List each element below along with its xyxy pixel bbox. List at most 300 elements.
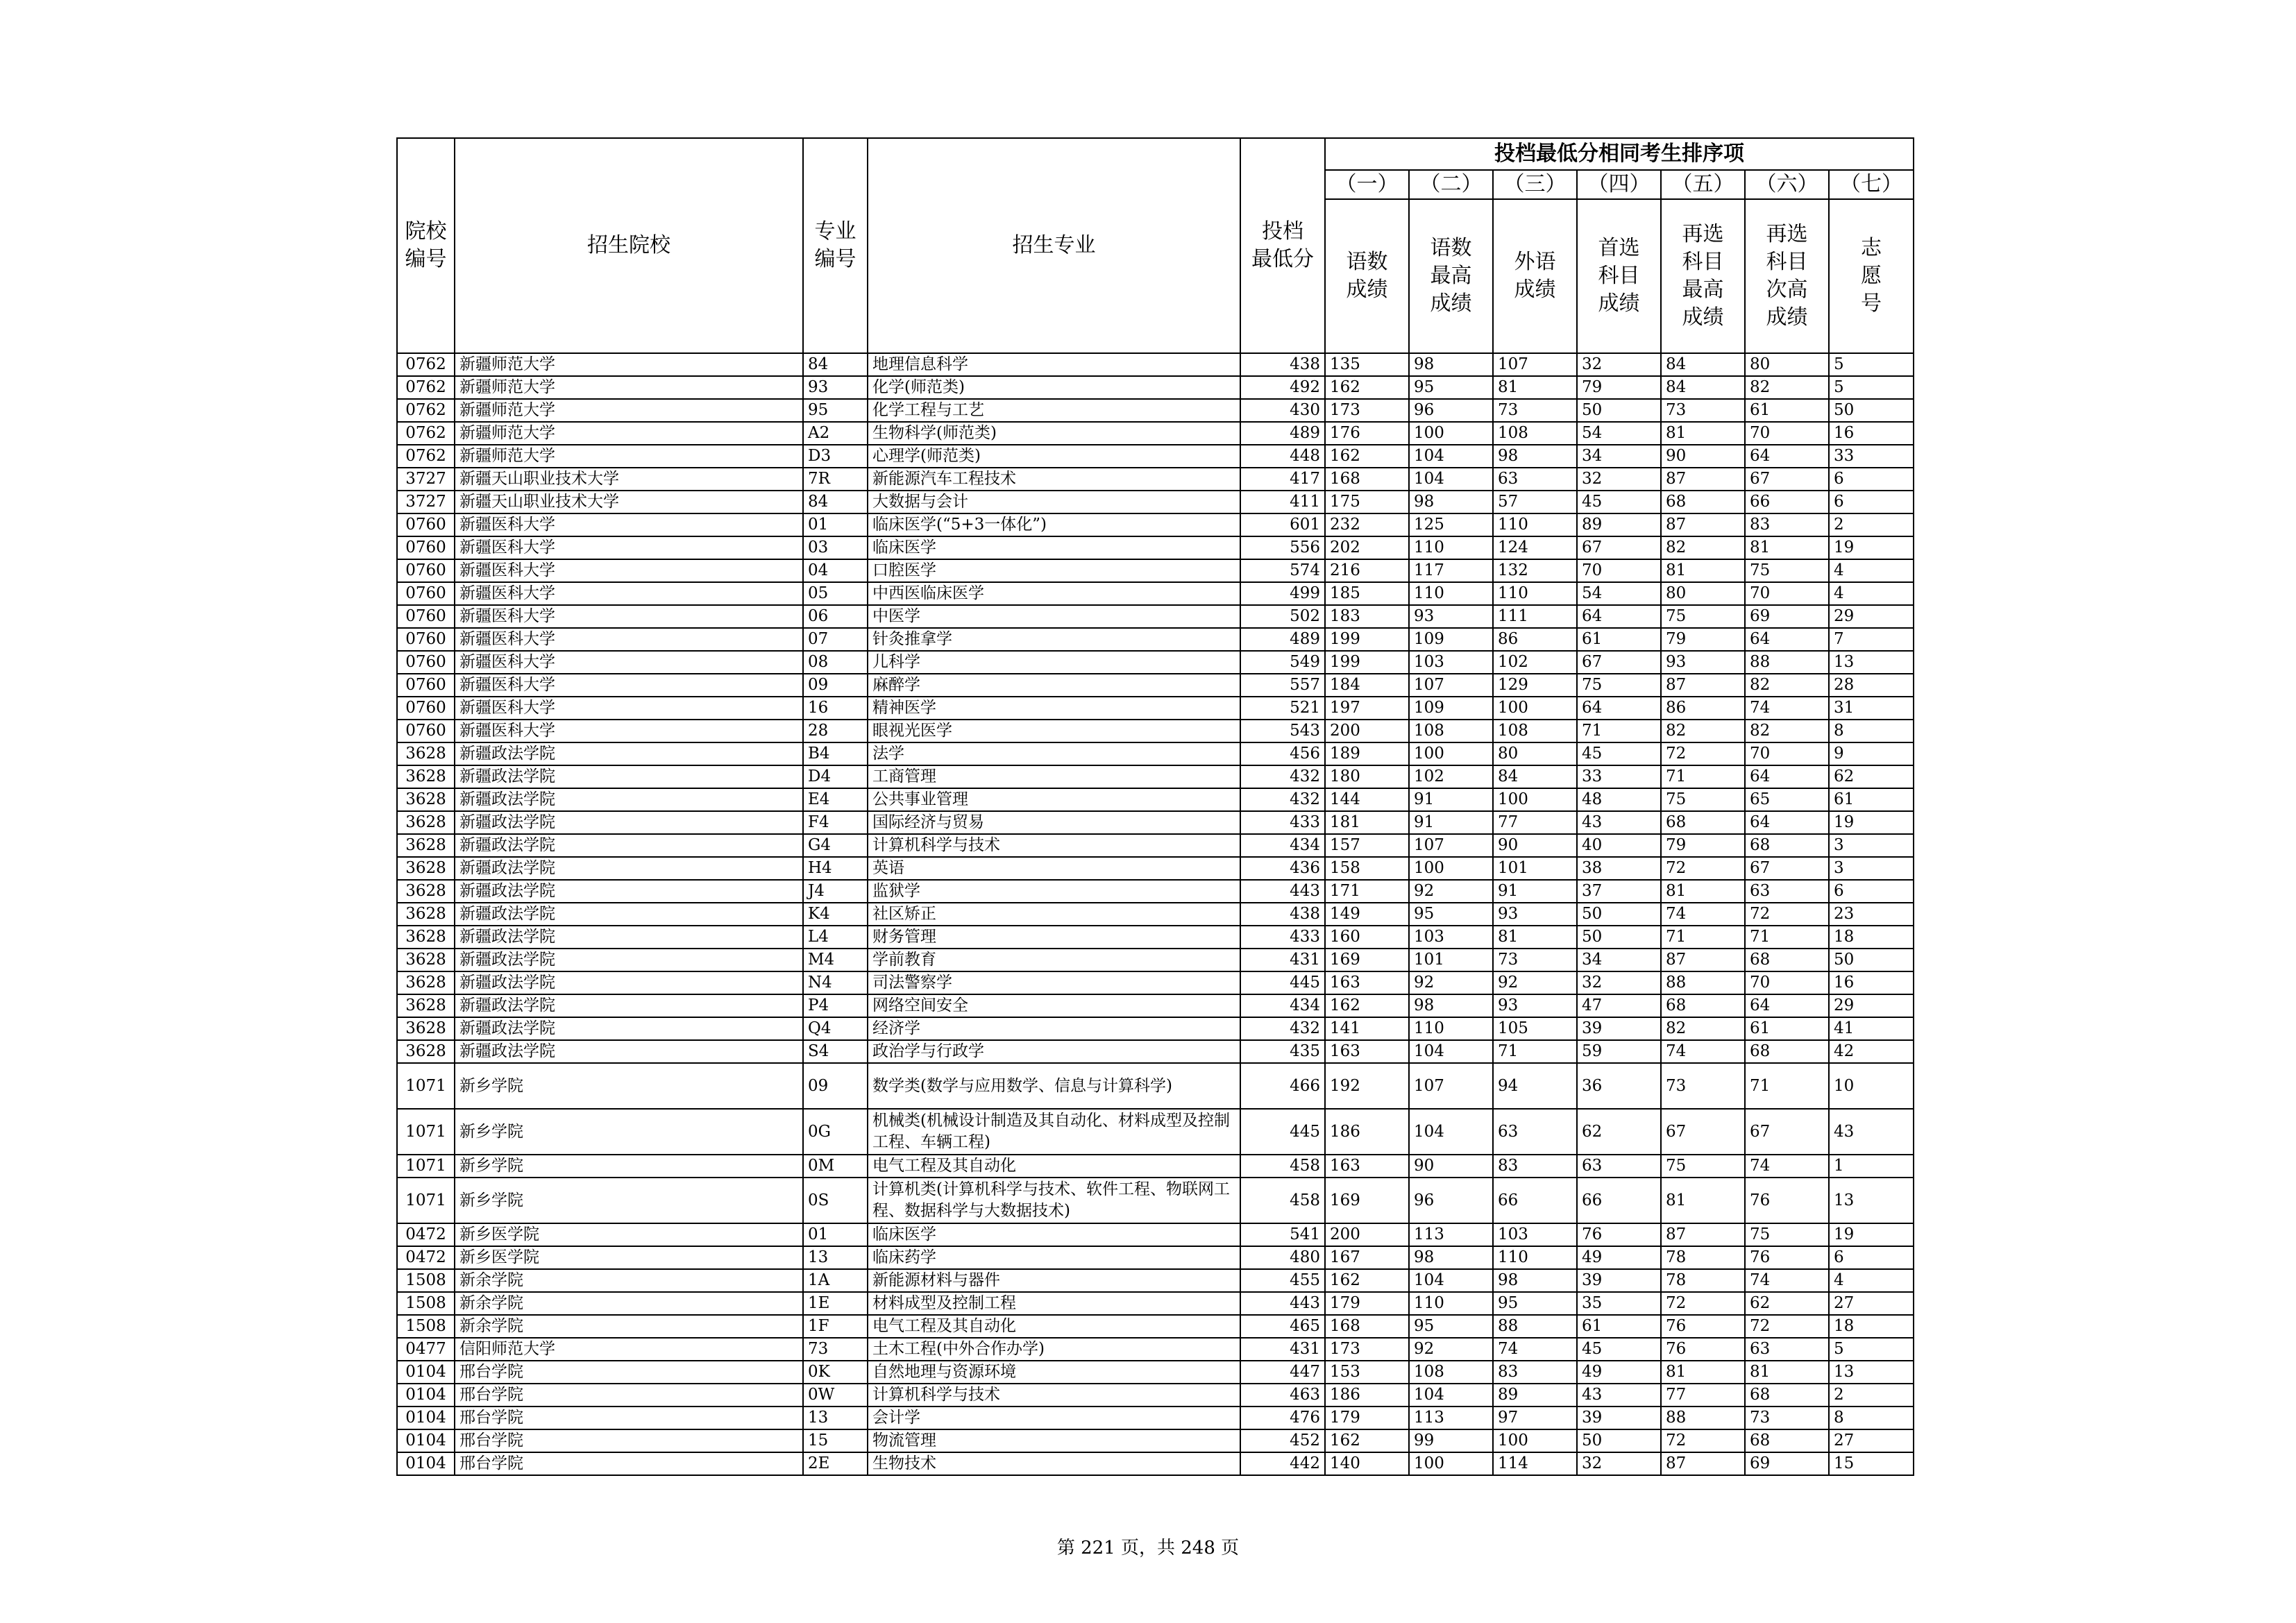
cell-min-score: 601 — [1240, 513, 1325, 536]
cell-major-name: 计算机类(计算机科学与技术、软件工程、物联网工程、数据科学与大数据技术) — [868, 1178, 1240, 1223]
cell-major-name: 政治学与行政学 — [868, 1040, 1240, 1063]
cell-school-code: 3727 — [397, 468, 455, 491]
cell-school-code: 0760 — [397, 582, 455, 605]
cell-foreign-language-score: 95 — [1493, 1292, 1577, 1315]
header-order-2: （二） — [1409, 170, 1493, 199]
cell-elective-highest: 71 — [1661, 926, 1745, 949]
cell-preference-number: 13 — [1829, 1178, 1914, 1223]
cell-major-name: 临床医学(“5+3一体化”) — [868, 513, 1240, 536]
cell-school-name: 邢台学院 — [455, 1452, 803, 1475]
cell-elective-second: 61 — [1745, 1017, 1829, 1040]
cell-school-code: 3727 — [397, 491, 455, 513]
cell-preference-number: 29 — [1829, 994, 1914, 1017]
cell-first-subject-score: 39 — [1577, 1269, 1661, 1292]
cell-chinese-math-score: 232 — [1325, 513, 1409, 536]
cell-first-subject-score: 32 — [1577, 1452, 1661, 1475]
cell-major-code: H4 — [803, 857, 868, 880]
cell-chinese-math-score: 184 — [1325, 674, 1409, 697]
cell-min-score: 442 — [1240, 1452, 1325, 1475]
cell-min-score: 448 — [1240, 445, 1325, 468]
cell-school-name: 新疆天山职业技术大学 — [455, 491, 803, 513]
cell-preference-number: 16 — [1829, 971, 1914, 994]
cell-foreign-language-score: 89 — [1493, 1384, 1577, 1407]
table-row — [397, 857, 1914, 880]
cell-school-code: 0104 — [397, 1407, 455, 1429]
cell-foreign-language-score: 108 — [1493, 422, 1577, 445]
cell-major-name: 地理信息科学 — [868, 353, 1240, 376]
cell-chinese-math-max: 95 — [1409, 376, 1493, 399]
cell-chinese-math-score: 179 — [1325, 1407, 1409, 1429]
cell-chinese-math-score: 162 — [1325, 376, 1409, 399]
cell-elective-highest: 74 — [1661, 903, 1745, 926]
cell-elective-highest: 84 — [1661, 353, 1745, 376]
cell-min-score: 431 — [1240, 1338, 1325, 1361]
cell-min-score: 433 — [1240, 926, 1325, 949]
cell-major-code: 7R — [803, 468, 868, 491]
cell-school-code: 1071 — [397, 1109, 455, 1155]
cell-chinese-math-score: 200 — [1325, 720, 1409, 742]
cell-preference-number: 28 — [1829, 674, 1914, 697]
cell-foreign-language-score: 88 — [1493, 1315, 1577, 1338]
cell-elective-second: 81 — [1745, 1361, 1829, 1384]
cell-chinese-math-max: 104 — [1409, 1384, 1493, 1407]
cell-major-code: 13 — [803, 1407, 868, 1429]
cell-major-name: 物流管理 — [868, 1429, 1240, 1452]
cell-school-code: 0104 — [397, 1452, 455, 1475]
cell-foreign-language-score: 66 — [1493, 1178, 1577, 1223]
cell-major-name: 财务管理 — [868, 926, 1240, 949]
cell-elective-highest: 72 — [1661, 1429, 1745, 1452]
table-row — [397, 559, 1914, 582]
cell-elective-second: 68 — [1745, 1384, 1829, 1407]
cell-first-subject-score: 75 — [1577, 674, 1661, 697]
cell-first-subject-score: 38 — [1577, 857, 1661, 880]
cell-elective-second: 64 — [1745, 628, 1829, 651]
cell-chinese-math-score: 183 — [1325, 605, 1409, 628]
cell-major-code: E4 — [803, 788, 868, 811]
cell-first-subject-score: 33 — [1577, 765, 1661, 788]
cell-preference-number: 5 — [1829, 353, 1914, 376]
cell-elective-highest: 82 — [1661, 720, 1745, 742]
cell-school-code: 1508 — [397, 1315, 455, 1338]
table-row — [397, 1384, 1914, 1407]
cell-min-score: 456 — [1240, 742, 1325, 765]
header-order-5: （五） — [1661, 170, 1745, 199]
cell-foreign-language-score: 102 — [1493, 651, 1577, 674]
cell-school-code: 0762 — [397, 376, 455, 399]
cell-elective-second: 70 — [1745, 422, 1829, 445]
cell-chinese-math-score: 176 — [1325, 422, 1409, 445]
header-major-name: 招生专业 — [868, 138, 1240, 353]
cell-major-code: S4 — [803, 1040, 868, 1063]
cell-foreign-language-score: 97 — [1493, 1407, 1577, 1429]
cell-foreign-language-score: 83 — [1493, 1361, 1577, 1384]
cell-major-name: 临床医学 — [868, 536, 1240, 559]
cell-first-subject-score: 70 — [1577, 559, 1661, 582]
cell-elective-highest: 68 — [1661, 811, 1745, 834]
cell-elective-second: 82 — [1745, 376, 1829, 399]
cell-major-code: 93 — [803, 376, 868, 399]
cell-chinese-math-max: 110 — [1409, 1292, 1493, 1315]
table-row — [397, 1315, 1914, 1338]
cell-school-code: 0760 — [397, 559, 455, 582]
cell-school-code: 1071 — [397, 1063, 455, 1109]
cell-major-name: 法学 — [868, 742, 1240, 765]
cell-school-name: 新疆政法学院 — [455, 765, 803, 788]
cell-major-code: B4 — [803, 742, 868, 765]
cell-major-name: 眼视光医学 — [868, 720, 1240, 742]
cell-chinese-math-score: 185 — [1325, 582, 1409, 605]
cell-elective-highest: 81 — [1661, 880, 1745, 903]
cell-chinese-math-max: 95 — [1409, 903, 1493, 926]
cell-first-subject-score: 71 — [1577, 720, 1661, 742]
cell-chinese-math-score: 169 — [1325, 949, 1409, 971]
cell-chinese-math-score: 192 — [1325, 1063, 1409, 1109]
table-row — [397, 697, 1914, 720]
cell-elective-highest: 93 — [1661, 651, 1745, 674]
cell-chinese-math-score: 167 — [1325, 1246, 1409, 1269]
cell-foreign-language-score: 111 — [1493, 605, 1577, 628]
cell-chinese-math-score: 162 — [1325, 445, 1409, 468]
cell-major-name: 麻醉学 — [868, 674, 1240, 697]
cell-school-code: 0104 — [397, 1429, 455, 1452]
table-row — [397, 788, 1914, 811]
cell-foreign-language-score: 71 — [1493, 1040, 1577, 1063]
page-footer: 第 221 页，共 248 页 — [1056, 1538, 1240, 1558]
cell-first-subject-score: 54 — [1577, 582, 1661, 605]
cell-chinese-math-max: 100 — [1409, 857, 1493, 880]
table-row — [397, 1223, 1914, 1246]
cell-preference-number: 18 — [1829, 926, 1914, 949]
cell-foreign-language-score: 124 — [1493, 536, 1577, 559]
cell-elective-highest: 87 — [1661, 674, 1745, 697]
cell-major-code: N4 — [803, 971, 868, 994]
table-row — [397, 1063, 1914, 1109]
cell-elective-highest: 75 — [1661, 1155, 1745, 1178]
cell-first-subject-score: 61 — [1577, 628, 1661, 651]
cell-school-name: 新余学院 — [455, 1269, 803, 1292]
cell-school-code: 3628 — [397, 857, 455, 880]
cell-min-score: 434 — [1240, 994, 1325, 1017]
cell-elective-second: 69 — [1745, 605, 1829, 628]
cell-elective-highest: 67 — [1661, 1109, 1745, 1155]
cell-chinese-math-score: 173 — [1325, 1338, 1409, 1361]
cell-elective-second: 82 — [1745, 720, 1829, 742]
cell-elective-highest: 72 — [1661, 1292, 1745, 1315]
cell-first-subject-score: 63 — [1577, 1155, 1661, 1178]
cell-foreign-language-score: 57 — [1493, 491, 1577, 513]
cell-foreign-language-score: 92 — [1493, 971, 1577, 994]
cell-major-code: 84 — [803, 353, 868, 376]
cell-major-name: 公共事业管理 — [868, 788, 1240, 811]
cell-elective-highest: 87 — [1661, 513, 1745, 536]
cell-foreign-language-score: 93 — [1493, 994, 1577, 1017]
cell-school-name: 新疆政法学院 — [455, 788, 803, 811]
cell-school-name: 新疆政法学院 — [455, 1040, 803, 1063]
cell-elective-highest: 76 — [1661, 1338, 1745, 1361]
cell-major-code: G4 — [803, 834, 868, 857]
cell-major-name: 电气工程及其自动化 — [868, 1155, 1240, 1178]
cell-chinese-math-score: 199 — [1325, 628, 1409, 651]
cell-first-subject-score: 48 — [1577, 788, 1661, 811]
cell-school-code: 0762 — [397, 422, 455, 445]
cell-major-name: 心理学(师范类) — [868, 445, 1240, 468]
table-row — [397, 926, 1914, 949]
cell-elective-second: 72 — [1745, 1315, 1829, 1338]
cell-min-score: 432 — [1240, 788, 1325, 811]
cell-chinese-math-max: 98 — [1409, 491, 1493, 513]
cell-chinese-math-score: 144 — [1325, 788, 1409, 811]
cell-school-code: 0472 — [397, 1246, 455, 1269]
cell-first-subject-score: 49 — [1577, 1246, 1661, 1269]
cell-chinese-math-max: 108 — [1409, 720, 1493, 742]
admission-score-table — [396, 137, 1914, 1476]
cell-elective-highest: 77 — [1661, 1384, 1745, 1407]
cell-chinese-math-max: 91 — [1409, 788, 1493, 811]
cell-elective-highest: 87 — [1661, 949, 1745, 971]
cell-foreign-language-score: 114 — [1493, 1452, 1577, 1475]
cell-min-score: 430 — [1240, 399, 1325, 422]
cell-major-code: D3 — [803, 445, 868, 468]
cell-preference-number: 13 — [1829, 1361, 1914, 1384]
cell-preference-number: 3 — [1829, 857, 1914, 880]
table-row — [397, 720, 1914, 742]
cell-chinese-math-max: 92 — [1409, 1338, 1493, 1361]
cell-elective-highest: 76 — [1661, 1315, 1745, 1338]
cell-school-code: 0104 — [397, 1361, 455, 1384]
cell-elective-highest: 81 — [1661, 559, 1745, 582]
header-tiebreak-group: 投档最低分相同考生排序项 — [1325, 138, 1914, 170]
cell-chinese-math-score: 160 — [1325, 926, 1409, 949]
cell-preference-number: 8 — [1829, 1407, 1914, 1429]
cell-foreign-language-score: 98 — [1493, 445, 1577, 468]
cell-major-code: 01 — [803, 1223, 868, 1246]
cell-first-subject-score: 45 — [1577, 1338, 1661, 1361]
cell-chinese-math-max: 104 — [1409, 1040, 1493, 1063]
cell-chinese-math-score: 181 — [1325, 811, 1409, 834]
cell-min-score: 543 — [1240, 720, 1325, 742]
cell-foreign-language-score: 63 — [1493, 1109, 1577, 1155]
cell-foreign-language-score: 73 — [1493, 949, 1577, 971]
cell-chinese-math-max: 108 — [1409, 1361, 1493, 1384]
cell-elective-second: 80 — [1745, 353, 1829, 376]
cell-school-name: 新疆政法学院 — [455, 880, 803, 903]
cell-min-score: 432 — [1240, 1017, 1325, 1040]
cell-elective-second: 68 — [1745, 1429, 1829, 1452]
cell-major-code: 06 — [803, 605, 868, 628]
table-row — [397, 651, 1914, 674]
cell-chinese-math-max: 90 — [1409, 1155, 1493, 1178]
table-row — [397, 1292, 1914, 1315]
cell-school-name: 新疆政法学院 — [455, 903, 803, 926]
table-row — [397, 422, 1914, 445]
cell-min-score: 443 — [1240, 1292, 1325, 1315]
cell-min-score: 445 — [1240, 971, 1325, 994]
cell-elective-highest: 73 — [1661, 399, 1745, 422]
cell-chinese-math-max: 103 — [1409, 926, 1493, 949]
cell-preference-number: 31 — [1829, 697, 1914, 720]
cell-first-subject-score: 49 — [1577, 1361, 1661, 1384]
cell-min-score: 476 — [1240, 1407, 1325, 1429]
cell-school-name: 新乡学院 — [455, 1109, 803, 1155]
cell-major-name: 土木工程(中外合作办学) — [868, 1338, 1240, 1361]
cell-major-name: 生物科学(师范类) — [868, 422, 1240, 445]
cell-foreign-language-score: 110 — [1493, 1246, 1577, 1269]
cell-major-name: 经济学 — [868, 1017, 1240, 1040]
cell-chinese-math-score: 158 — [1325, 857, 1409, 880]
cell-min-score: 443 — [1240, 880, 1325, 903]
cell-min-score: 445 — [1240, 1109, 1325, 1155]
cell-foreign-language-score: 110 — [1493, 513, 1577, 536]
cell-elective-second: 69 — [1745, 1452, 1829, 1475]
cell-elective-second: 70 — [1745, 971, 1829, 994]
cell-major-code: K4 — [803, 903, 868, 926]
cell-elective-highest: 86 — [1661, 697, 1745, 720]
cell-major-code: D4 — [803, 765, 868, 788]
table-row — [397, 834, 1914, 857]
table-row — [397, 399, 1914, 422]
table-row — [397, 1017, 1914, 1040]
cell-school-name: 新疆医科大学 — [455, 697, 803, 720]
cell-school-name: 新疆医科大学 — [455, 628, 803, 651]
cell-elective-second: 74 — [1745, 1155, 1829, 1178]
cell-min-score: 463 — [1240, 1384, 1325, 1407]
cell-preference-number: 33 — [1829, 445, 1914, 468]
cell-school-code: 3628 — [397, 949, 455, 971]
cell-first-subject-score: 66 — [1577, 1178, 1661, 1223]
cell-chinese-math-max: 98 — [1409, 353, 1493, 376]
cell-foreign-language-score: 73 — [1493, 399, 1577, 422]
cell-foreign-language-score: 108 — [1493, 720, 1577, 742]
cell-chinese-math-score: 180 — [1325, 765, 1409, 788]
cell-foreign-language-score: 74 — [1493, 1338, 1577, 1361]
cell-elective-highest: 82 — [1661, 536, 1745, 559]
header-first-subject-score: 首选 科目 成绩 — [1577, 199, 1661, 353]
cell-major-code: 15 — [803, 1429, 868, 1452]
table-row — [397, 536, 1914, 559]
cell-elective-second: 64 — [1745, 445, 1829, 468]
cell-min-score: 455 — [1240, 1269, 1325, 1292]
cell-elective-highest: 90 — [1661, 445, 1745, 468]
cell-min-score: 433 — [1240, 811, 1325, 834]
header-order-7: （七） — [1829, 170, 1914, 199]
cell-major-name: 计算机科学与技术 — [868, 834, 1240, 857]
cell-chinese-math-max: 110 — [1409, 536, 1493, 559]
cell-school-code: 0760 — [397, 697, 455, 720]
cell-chinese-math-max: 92 — [1409, 880, 1493, 903]
cell-min-score: 447 — [1240, 1361, 1325, 1384]
cell-school-code: 1508 — [397, 1269, 455, 1292]
cell-school-name: 邢台学院 — [455, 1407, 803, 1429]
cell-chinese-math-max: 91 — [1409, 811, 1493, 834]
cell-school-code: 0760 — [397, 651, 455, 674]
cell-elective-highest: 87 — [1661, 468, 1745, 491]
header-order-1: （一） — [1325, 170, 1409, 199]
cell-preference-number: 3 — [1829, 834, 1914, 857]
cell-chinese-math-max: 104 — [1409, 445, 1493, 468]
cell-major-code: F4 — [803, 811, 868, 834]
cell-preference-number: 10 — [1829, 1063, 1914, 1109]
cell-chinese-math-max: 103 — [1409, 651, 1493, 674]
cell-elective-second: 68 — [1745, 949, 1829, 971]
cell-chinese-math-score: 175 — [1325, 491, 1409, 513]
cell-school-code: 0760 — [397, 513, 455, 536]
cell-elective-second: 76 — [1745, 1178, 1829, 1223]
cell-chinese-math-max: 109 — [1409, 628, 1493, 651]
cell-min-score: 432 — [1240, 765, 1325, 788]
cell-school-name: 新疆师范大学 — [455, 445, 803, 468]
cell-foreign-language-score: 86 — [1493, 628, 1577, 651]
cell-major-name: 自然地理与资源环境 — [868, 1361, 1240, 1384]
table-row — [397, 765, 1914, 788]
cell-chinese-math-max: 113 — [1409, 1407, 1493, 1429]
cell-preference-number: 2 — [1829, 1384, 1914, 1407]
cell-school-name: 新疆天山职业技术大学 — [455, 468, 803, 491]
cell-school-name: 新疆师范大学 — [455, 376, 803, 399]
cell-chinese-math-score: 162 — [1325, 1269, 1409, 1292]
cell-major-code: M4 — [803, 949, 868, 971]
cell-elective-second: 70 — [1745, 582, 1829, 605]
cell-foreign-language-score: 105 — [1493, 1017, 1577, 1040]
cell-elective-second: 82 — [1745, 674, 1829, 697]
cell-major-code: 16 — [803, 697, 868, 720]
cell-first-subject-score: 79 — [1577, 376, 1661, 399]
cell-min-score: 541 — [1240, 1223, 1325, 1246]
header-min-score: 投档 最低分 — [1240, 138, 1325, 353]
cell-elective-highest: 87 — [1661, 1452, 1745, 1475]
cell-foreign-language-score: 63 — [1493, 468, 1577, 491]
cell-first-subject-score: 89 — [1577, 513, 1661, 536]
table-body — [397, 353, 1914, 1475]
cell-major-name: 会计学 — [868, 1407, 1240, 1429]
cell-major-name: 口腔医学 — [868, 559, 1240, 582]
cell-chinese-math-max: 107 — [1409, 1063, 1493, 1109]
cell-chinese-math-score: 162 — [1325, 1429, 1409, 1452]
cell-foreign-language-score: 93 — [1493, 903, 1577, 926]
cell-school-name: 新疆师范大学 — [455, 353, 803, 376]
cell-school-name: 新余学院 — [455, 1315, 803, 1338]
table-row — [397, 376, 1914, 399]
cell-min-score: 502 — [1240, 605, 1325, 628]
cell-school-name: 新疆师范大学 — [455, 422, 803, 445]
cell-major-code: 0K — [803, 1361, 868, 1384]
cell-chinese-math-max: 104 — [1409, 468, 1493, 491]
cell-chinese-math-max: 110 — [1409, 582, 1493, 605]
cell-elective-second: 67 — [1745, 857, 1829, 880]
table-row — [397, 1269, 1914, 1292]
cell-major-name: 学前教育 — [868, 949, 1240, 971]
cell-chinese-math-max: 113 — [1409, 1223, 1493, 1246]
cell-min-score: 438 — [1240, 903, 1325, 926]
cell-foreign-language-score: 110 — [1493, 582, 1577, 605]
cell-min-score: 438 — [1240, 353, 1325, 376]
cell-min-score: 549 — [1240, 651, 1325, 674]
cell-elective-highest: 88 — [1661, 971, 1745, 994]
cell-major-code: 09 — [803, 674, 868, 697]
cell-school-name: 新疆师范大学 — [455, 399, 803, 422]
table-row — [397, 971, 1914, 994]
cell-elective-highest: 68 — [1661, 491, 1745, 513]
cell-first-subject-score: 47 — [1577, 994, 1661, 1017]
cell-school-code: 0760 — [397, 720, 455, 742]
cell-major-code: 1A — [803, 1269, 868, 1292]
cell-school-code: 1508 — [397, 1292, 455, 1315]
cell-school-name: 新乡学院 — [455, 1155, 803, 1178]
cell-major-code: 73 — [803, 1338, 868, 1361]
cell-preference-number: 4 — [1829, 559, 1914, 582]
cell-elective-highest: 79 — [1661, 628, 1745, 651]
cell-min-score: 480 — [1240, 1246, 1325, 1269]
